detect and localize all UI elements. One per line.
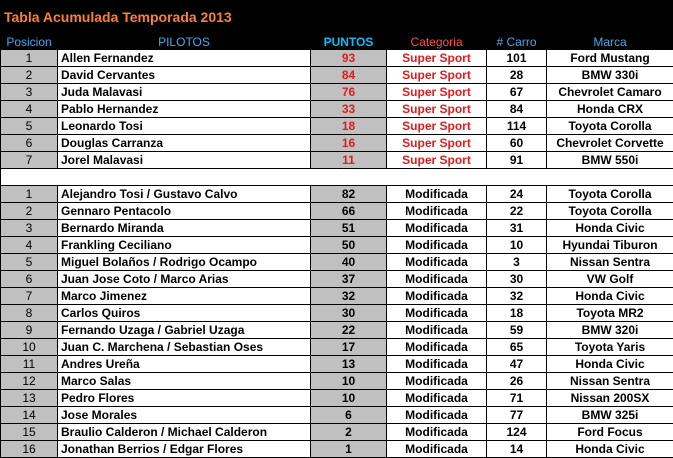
- table-row: [1, 135, 673, 152]
- pilot-cell: Jose Morales: [58, 407, 311, 424]
- car-number-cell: 24: [487, 186, 547, 203]
- points-cell: 16: [311, 135, 387, 152]
- brand-cell: Honda CRX: [547, 101, 673, 118]
- brand-cell: Nissan Sentra: [547, 373, 673, 390]
- category-cell: Modificada: [387, 424, 487, 441]
- points-cell: 17: [311, 339, 387, 356]
- table-row: [1, 424, 673, 441]
- position-cell: 16: [1, 441, 58, 458]
- category-cell: Modificada: [387, 254, 487, 271]
- position-cell: 13: [1, 390, 58, 407]
- table-row: [1, 407, 673, 424]
- brand-cell: Toyota Corolla: [547, 203, 673, 220]
- position-cell: 10: [1, 339, 58, 356]
- position-cell: 4: [1, 237, 58, 254]
- points-cell: 6: [311, 407, 387, 424]
- category-cell: Super Sport: [387, 118, 487, 135]
- table-row: [1, 305, 673, 322]
- pilot-cell: Douglas Carranza: [58, 135, 311, 152]
- table-row: [1, 288, 673, 305]
- points-cell: 82: [311, 186, 387, 203]
- brand-cell: Chevrolet Camaro: [547, 84, 673, 101]
- car-number-cell: 59: [487, 322, 547, 339]
- car-number-cell: 77: [487, 407, 547, 424]
- car-number-cell: 30: [487, 271, 547, 288]
- category-cell: Modificada: [387, 441, 487, 458]
- position-cell: 5: [1, 254, 58, 271]
- pilot-cell: Miguel Bolaños / Rodrigo Ocampo: [58, 254, 311, 271]
- category-cell: Super Sport: [387, 135, 487, 152]
- position-cell: 4: [1, 101, 58, 118]
- car-number-cell: 18: [487, 305, 547, 322]
- pilot-cell: Juan C. Marchena / Sebastian Oses: [58, 339, 311, 356]
- header-pilotos: PILOTOS: [58, 35, 311, 50]
- brand-cell: Honda Civic: [547, 441, 673, 458]
- brand-cell: Nissan Sentra: [547, 254, 673, 271]
- position-cell: 7: [1, 288, 58, 305]
- pilot-cell: Juda Malavasi: [58, 84, 311, 101]
- pilot-cell: Alejandro Tosi / Gustavo Calvo: [58, 186, 311, 203]
- pilot-cell: Frankling Ceciliano: [58, 237, 311, 254]
- car-number-cell: 71: [487, 390, 547, 407]
- table-row: [1, 152, 673, 169]
- pilot-cell: Leonardo Tosi: [58, 118, 311, 135]
- pilot-cell: Juan Jose Coto / Marco Arias: [58, 271, 311, 288]
- position-cell: 1: [1, 50, 58, 67]
- standings-table: [0, 34, 673, 458]
- table-row: [1, 322, 673, 339]
- category-cell: Modificada: [387, 339, 487, 356]
- category-cell: Modificada: [387, 407, 487, 424]
- brand-cell: Hyundai Tiburon: [547, 237, 673, 254]
- header-row: [1, 35, 673, 50]
- category-cell: Modificada: [387, 220, 487, 237]
- position-cell: 3: [1, 220, 58, 237]
- table-row: [1, 84, 673, 101]
- car-number-cell: 26: [487, 373, 547, 390]
- position-cell: 2: [1, 203, 58, 220]
- header-marca: Marca: [547, 35, 673, 50]
- category-cell: Modificada: [387, 271, 487, 288]
- position-cell: 15: [1, 424, 58, 441]
- category-cell: Super Sport: [387, 152, 487, 169]
- pilot-cell: Pablo Hernandez: [58, 101, 311, 118]
- table-row: [1, 339, 673, 356]
- points-cell: 2: [311, 424, 387, 441]
- car-number-cell: 3: [487, 254, 547, 271]
- table-row: [1, 67, 673, 84]
- brand-cell: Ford Focus: [547, 424, 673, 441]
- position-cell: 6: [1, 271, 58, 288]
- points-cell: 51: [311, 220, 387, 237]
- pilot-cell: Carlos Quiros: [58, 305, 311, 322]
- points-cell: 40: [311, 254, 387, 271]
- pilot-cell: Andres Ureña: [58, 356, 311, 373]
- brand-cell: Chevrolet Corvette: [547, 135, 673, 152]
- points-cell: 18: [311, 118, 387, 135]
- pilot-cell: Gennaro Pentacolo: [58, 203, 311, 220]
- brand-cell: Toyota Corolla: [547, 186, 673, 203]
- pilot-cell: Braulio Calderon / Michael Calderon: [58, 424, 311, 441]
- position-cell: 7: [1, 152, 58, 169]
- car-number-cell: 14: [487, 441, 547, 458]
- pilot-cell: David Cervantes: [58, 67, 311, 84]
- car-number-cell: 60: [487, 135, 547, 152]
- points-cell: 66: [311, 203, 387, 220]
- header-carro: # Carro: [487, 35, 547, 50]
- category-cell: Modificada: [387, 373, 487, 390]
- points-cell: 10: [311, 373, 387, 390]
- position-cell: 9: [1, 322, 58, 339]
- group-separator: [1, 169, 673, 186]
- position-cell: 14: [1, 407, 58, 424]
- brand-cell: Nissan 200SX: [547, 390, 673, 407]
- category-cell: Modificada: [387, 237, 487, 254]
- brand-cell: Honda Civic: [547, 356, 673, 373]
- points-cell: 32: [311, 288, 387, 305]
- brand-cell: BMW 330i: [547, 67, 673, 84]
- table-row: [1, 50, 673, 67]
- points-cell: 30: [311, 305, 387, 322]
- points-cell: 11: [311, 152, 387, 169]
- header-posicion: Posicion: [1, 35, 58, 50]
- pilot-cell: Marco Jimenez: [58, 288, 311, 305]
- points-cell: 33: [311, 101, 387, 118]
- table-row: [1, 271, 673, 288]
- brand-cell: BMW 325i: [547, 407, 673, 424]
- brand-cell: Honda Civic: [547, 288, 673, 305]
- table-row: [1, 237, 673, 254]
- car-number-cell: 114: [487, 118, 547, 135]
- table-row: [1, 254, 673, 271]
- points-cell: 13: [311, 356, 387, 373]
- pilot-cell: Jonathan Berrios / Edgar Flores: [58, 441, 311, 458]
- category-cell: Modificada: [387, 356, 487, 373]
- car-number-cell: 47: [487, 356, 547, 373]
- pilot-cell: Fernando Uzaga / Gabriel Uzaga: [58, 322, 311, 339]
- category-cell: Modificada: [387, 390, 487, 407]
- car-number-cell: 31: [487, 220, 547, 237]
- position-cell: 12: [1, 373, 58, 390]
- points-cell: 22: [311, 322, 387, 339]
- table-row: [1, 186, 673, 203]
- brand-cell: Toyota Yaris: [547, 339, 673, 356]
- category-cell: Super Sport: [387, 84, 487, 101]
- car-number-cell: 28: [487, 67, 547, 84]
- category-cell: Super Sport: [387, 101, 487, 118]
- car-number-cell: 32: [487, 288, 547, 305]
- points-cell: 10: [311, 390, 387, 407]
- category-cell: Modificada: [387, 203, 487, 220]
- category-cell: Super Sport: [387, 50, 487, 67]
- header-categoria: Categoria: [387, 35, 487, 50]
- position-cell: 11: [1, 356, 58, 373]
- points-cell: 50: [311, 237, 387, 254]
- points-cell: 76: [311, 84, 387, 101]
- brand-cell: BMW 320i: [547, 322, 673, 339]
- brand-cell: Toyota Corolla: [547, 118, 673, 135]
- car-number-cell: 101: [487, 50, 547, 67]
- table-row: [1, 441, 673, 458]
- car-number-cell: 91: [487, 152, 547, 169]
- position-cell: 3: [1, 84, 58, 101]
- table-row: [1, 356, 673, 373]
- separator-cell: [1, 169, 673, 186]
- pilot-cell: Jorel Malavasi: [58, 152, 311, 169]
- table-row: [1, 101, 673, 118]
- pilot-cell: Bernardo Miranda: [58, 220, 311, 237]
- position-cell: 5: [1, 118, 58, 135]
- table-row: [1, 203, 673, 220]
- position-cell: 2: [1, 67, 58, 84]
- car-number-cell: 65: [487, 339, 547, 356]
- position-cell: 8: [1, 305, 58, 322]
- position-cell: 1: [1, 186, 58, 203]
- car-number-cell: 10: [487, 237, 547, 254]
- table-row: [1, 118, 673, 135]
- category-cell: Modificada: [387, 322, 487, 339]
- pilot-cell: Allen Fernandez: [58, 50, 311, 67]
- category-cell: Modificada: [387, 288, 487, 305]
- table-row: [1, 390, 673, 407]
- car-number-cell: 84: [487, 101, 547, 118]
- car-number-cell: 22: [487, 203, 547, 220]
- brand-cell: Honda Civic: [547, 220, 673, 237]
- position-cell: 6: [1, 135, 58, 152]
- points-cell: 1: [311, 441, 387, 458]
- table-row: [1, 220, 673, 237]
- points-cell: 84: [311, 67, 387, 84]
- brand-cell: BMW 550i: [547, 152, 673, 169]
- pilot-cell: Pedro Flores: [58, 390, 311, 407]
- brand-cell: Ford Mustang: [547, 50, 673, 67]
- brand-cell: Toyota MR2: [547, 305, 673, 322]
- pilot-cell: Marco Salas: [58, 373, 311, 390]
- car-number-cell: 124: [487, 424, 547, 441]
- table-row: [1, 373, 673, 390]
- car-number-cell: 67: [487, 84, 547, 101]
- brand-cell: VW Golf: [547, 271, 673, 288]
- page-title: Tabla Acumulada Temporada 2013: [4, 9, 232, 25]
- category-cell: Modificada: [387, 186, 487, 203]
- header-puntos: PUNTOS: [311, 35, 387, 50]
- points-cell: 93: [311, 50, 387, 67]
- points-cell: 37: [311, 271, 387, 288]
- category-cell: Modificada: [387, 305, 487, 322]
- category-cell: Super Sport: [387, 67, 487, 84]
